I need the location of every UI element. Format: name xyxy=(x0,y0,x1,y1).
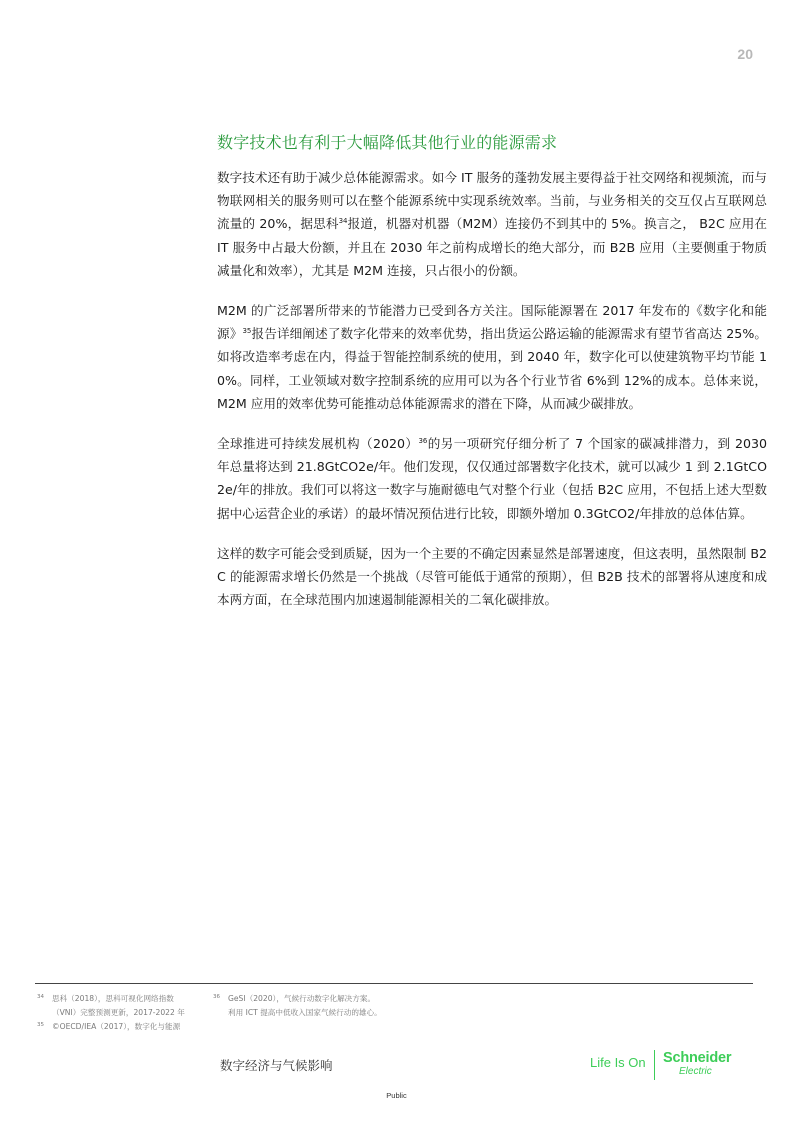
paragraph-text: 报告详细阐述了数字化带来的效率优势，指出货运公路运输的能源需求有望节省高达 25%。如将改造率考虑在内，得益于智能控制系统的使用，到 2040 年，数字化可以使建筑物平均节能 10%。同样，工业领域对数字控制系统的应用可以为各个行业节省 6%到 12%的成本。总体来说，M2M 应用的效率优势可能推动总体能源需求的潜在下降，从而减少碳排放。 xyxy=(217,326,768,411)
life-is-on-tagline: Life Is On xyxy=(590,1055,646,1070)
footnote-ref-34: 34 xyxy=(338,217,348,226)
footnote-number: 36 xyxy=(213,994,220,1000)
section-title: 数字技术也有利于大幅降低其他行业的能源需求 xyxy=(217,133,558,152)
footnote-text: ©OECD/IEA（2017），数字化与能源 xyxy=(52,1022,181,1031)
footnote-text: 利用 ICT 提高中低收入国家气候行动的雄心。 xyxy=(228,1008,382,1017)
paragraph-text: 的另一项研究仔细分析了 7 个国家的碳减排潜力，到 2030 年总量将达到 21.8GtCO2e/年。他们发现，仅仅通过部署数字化技术，就可以减少 1 到 2.1GtCO2e/年的排放。我们可以将这一数字与施耐德电气对整个行业（包括 B2C 应用，不包括上述大型数据中心运营企业的承诺）的最坏情况预估进行比较，即额外增加 0.3GtCO2/年排放的总体估算。 xyxy=(217,436,767,521)
footnote-36 xyxy=(213,992,413,1020)
footnote-text: （VNI）完整预测更新，2017-2022 年 xyxy=(52,1008,185,1017)
paragraph-2 xyxy=(217,299,767,415)
schneider-electric-logo xyxy=(663,1052,731,1078)
footnote-35 xyxy=(37,1020,212,1034)
footnote-ref-36: 36 xyxy=(418,437,428,446)
footnote-text: GeSI（2020），气候行动数字化解决方案。 xyxy=(228,994,376,1003)
footnotes-right xyxy=(213,992,413,1020)
logo-brand-name: Schneider xyxy=(663,1050,732,1066)
footer-document-title: 数字经济与气候影响 xyxy=(220,1058,333,1073)
paragraph-text: 报道，机器对机器（M2M）连接仍不到其中的 5%。换言之， B2C 应用在 IT 服务中占最大份额，并且在 2030 年之前构成增长的绝大部分，而 B2B 应用（主要侧重于物质减量化和效率），尤其是 M2M 连接，只占很小的份额。 xyxy=(217,216,767,278)
footnote-number: 34 xyxy=(37,994,44,1000)
paragraph-text: M2M 的广泛部署所带来的节能潜力已受到各方关注。国际能源署在 2017 年发布的《数字化和能源》 xyxy=(217,303,767,342)
body-text xyxy=(217,166,767,628)
paragraph-text: 全球推进可持续发展机构（2020） xyxy=(217,436,419,452)
paragraph-4 xyxy=(217,542,767,612)
footnote-divider xyxy=(35,983,753,984)
paragraph-1 xyxy=(217,166,767,282)
classification-label: Public xyxy=(386,1091,407,1100)
logo-divider xyxy=(654,1050,655,1080)
paragraph-text: 数字技术还有助于减少总体能源需求。如今 IT 服务的蓬勃发展主要得益于社交网络和视频流，而与物联网相关的服务则可以在整个能源系统中实现系统效率。当前，与业务相关的交互仅占互联网总流量的 20%，据思科 xyxy=(217,170,767,232)
paragraph-3 xyxy=(217,432,767,525)
footnote-34 xyxy=(37,992,212,1020)
paragraph-text: 这样的数字可能会受到质疑，因为一个主要的不确定因素显然是部署速度，但这表明，虽然限制 B2C 的能源需求增长仍然是一个挑战（尽管可能低于通常的预期），但 B2B 技术的部署将从速度和成本两方面，在全球范围内加速遏制能源相关的二氧化碳排放。 xyxy=(217,545,767,608)
footnote-text: 思科（2018），思科可视化网络指数 xyxy=(52,994,174,1003)
page-number: 20 xyxy=(737,46,753,62)
footnote-number: 35 xyxy=(37,1022,44,1028)
footnote-ref-35: 35 xyxy=(242,327,252,336)
footnotes-left xyxy=(37,992,212,1034)
logo-brand-sub: Electric xyxy=(679,1066,712,1077)
